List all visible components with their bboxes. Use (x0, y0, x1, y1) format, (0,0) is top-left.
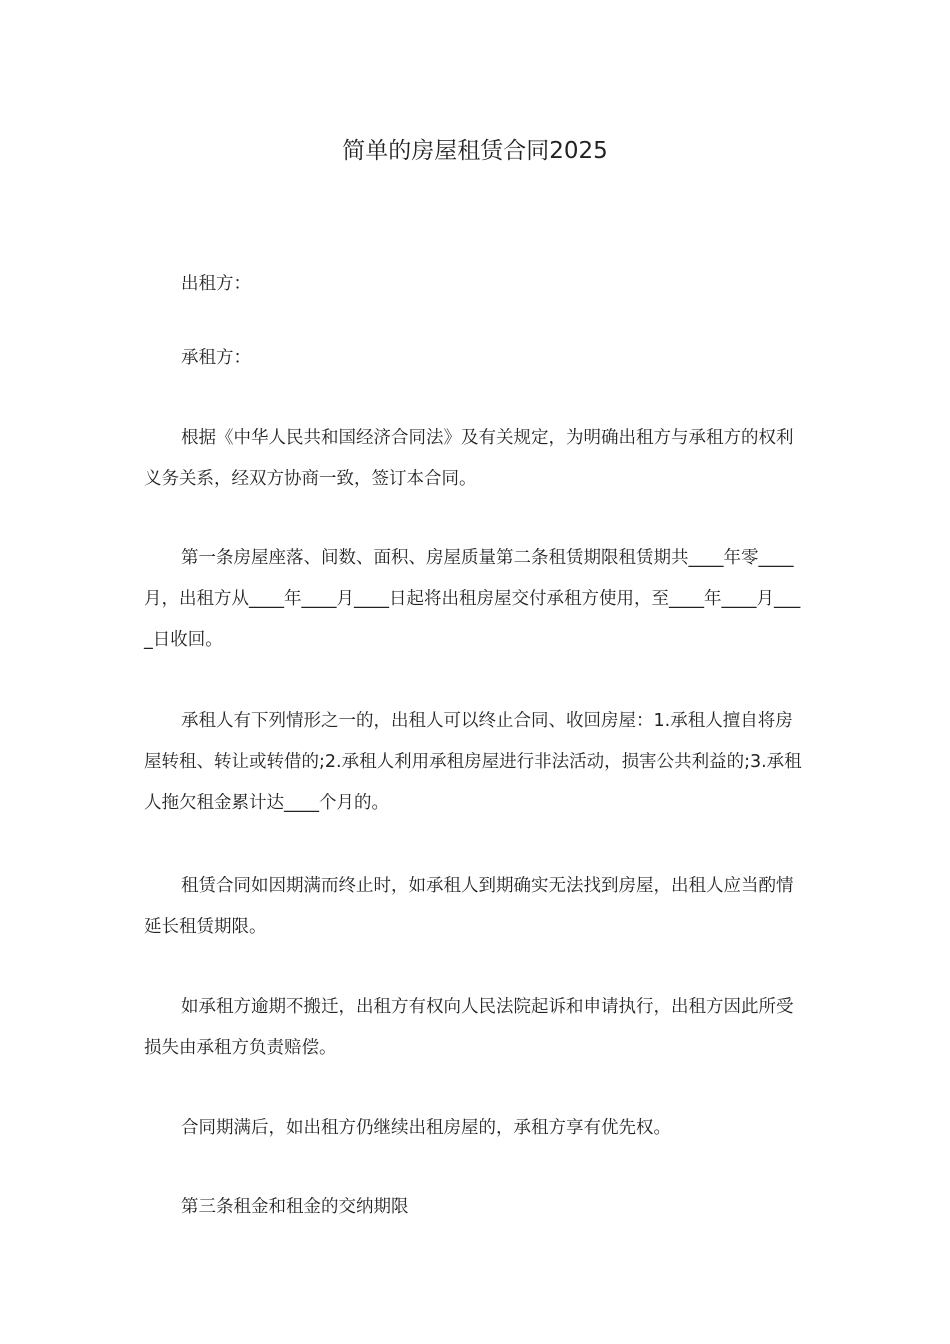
paragraph-extension: 租赁合同如因期满而终止时，如承租人到期确实无法找到房屋，出租人应当酌情延长租赁期限。 (144, 876, 794, 937)
paragraph-preamble: 根据《中华人民共和国经济合同法》及有关规定，为明确出租方与承租方的权利义务关系，经双方协商一致，签订本合同。 (144, 428, 794, 489)
document-title: 简单的房屋租赁合同2025 (342, 138, 608, 164)
paragraph-overdue: 如承租方逾期不搬迁，出租方有权向人民法院起诉和申请执行，出租方因此所受损失由承租方负责赔偿。 (144, 997, 794, 1058)
paragraph-lessee: 承租方： (181, 348, 251, 368)
paragraph-termination: 承租人有下列情形之一的，出租人可以终止合同、收回房屋：1.承租人擅自将房屋转租、转让或转借的;2.承租人利用承租房屋进行非法活动，损害公共利益的;3.承租人拖欠租金累计达____个月的。 (144, 711, 802, 813)
paragraph-article-one: 第一条房屋座落、间数、面积、房屋质量第二条租赁期限租赁期共____年零____月，出租方从____年____月____日起将出租房屋交付承租方使用，至____年____月____日收回。 (144, 548, 801, 650)
paragraph-article-three: 第三条租金和租金的交纳期限 (181, 1197, 409, 1217)
paragraph-priority: 合同期满后，如出租方仍继续出租房屋的，承租方享有优先权。 (181, 1118, 671, 1138)
paragraph-lessor: 出租方： (181, 274, 251, 294)
